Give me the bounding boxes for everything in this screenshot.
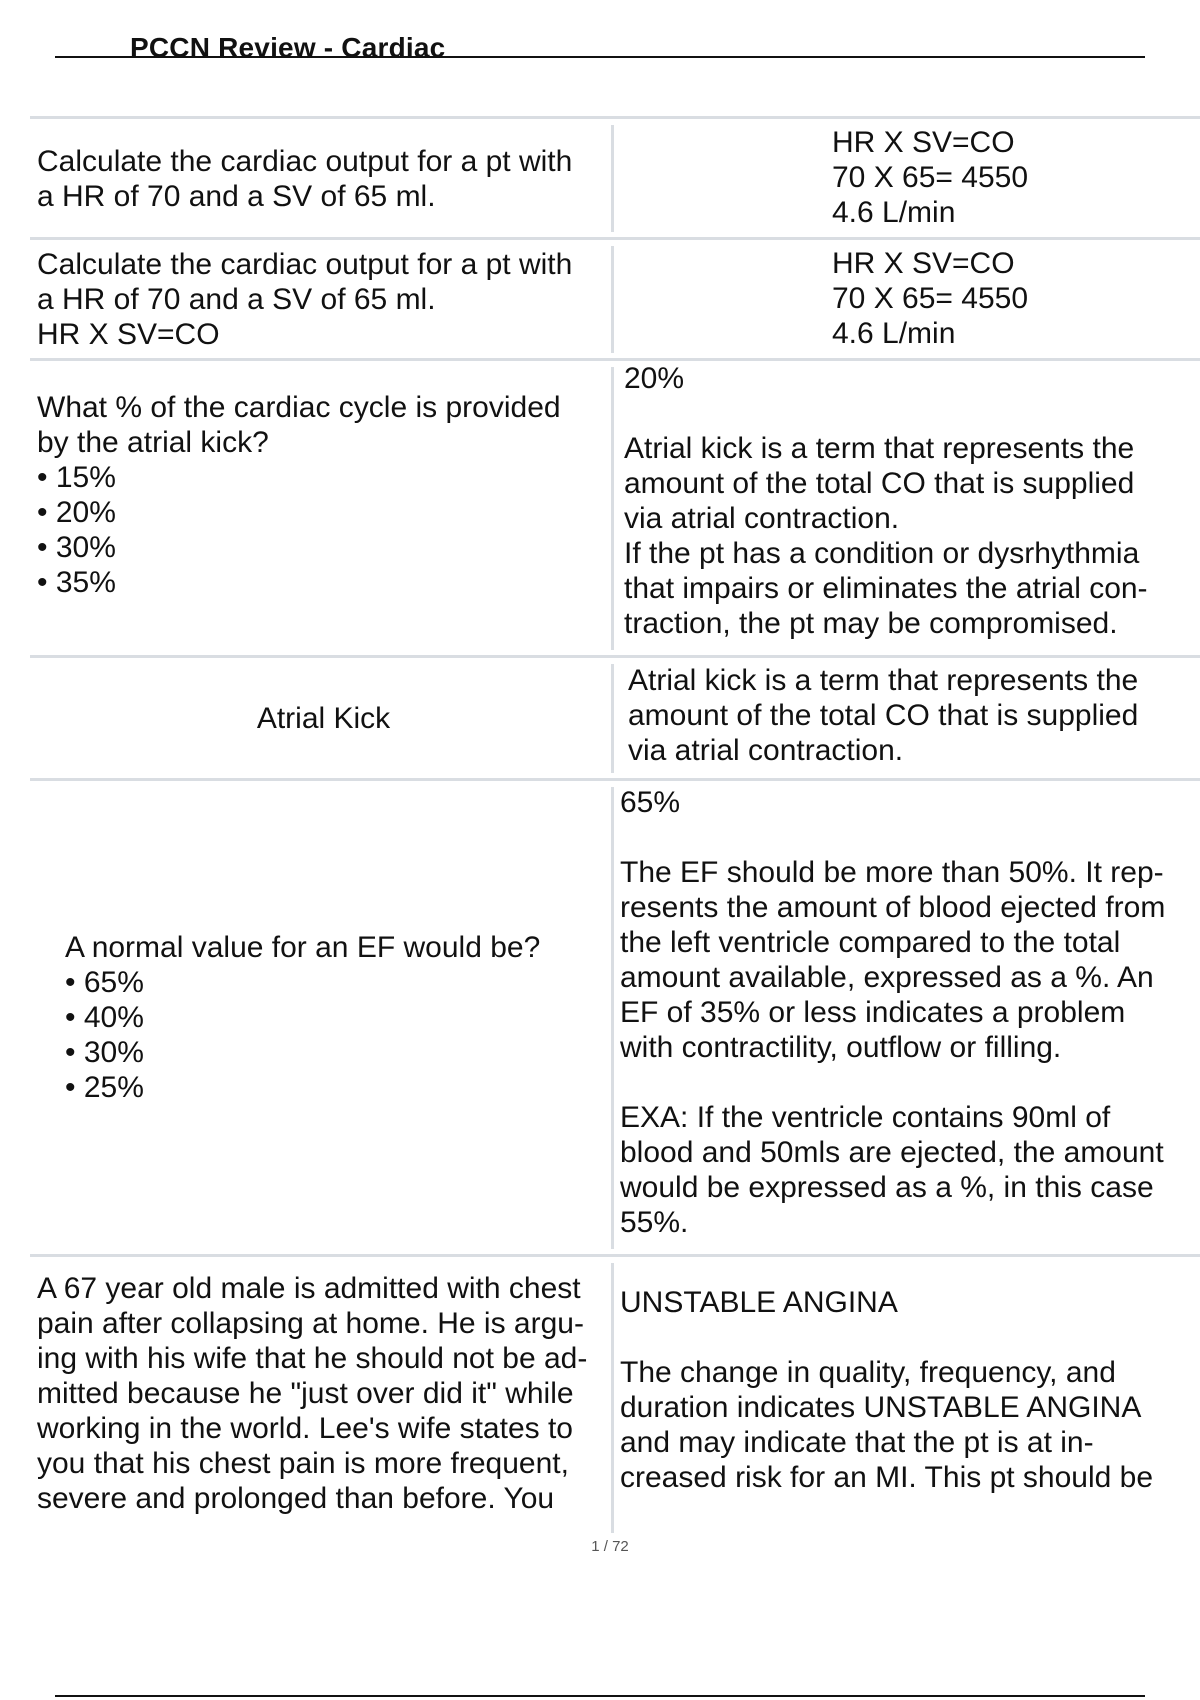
option-item: • 30% [65,1035,540,1070]
page-number: 1 / 72 [591,1538,629,1555]
column-divider [611,246,614,353]
answer-line: via atrial contraction. [624,502,900,535]
answer-line: 4.6 L/min [832,196,956,229]
question-line: HR X SV=CO [37,318,220,351]
answer-value: 65% [620,786,681,819]
option-item: • 40% [65,1000,540,1035]
option-item: • 25% [65,1070,540,1105]
option-item: • 30% [37,530,561,565]
question-line: mitted because he "just over did it" while [37,1377,574,1410]
card-answer [617,361,1200,656]
answer-line: with contractility, outflow or filling. [620,1031,1062,1064]
flashcard-5 [30,778,1200,1255]
question-line: What % of the cardiac cycle is provided [37,390,561,424]
page-title: PCCN Review - Cardiac [130,32,446,63]
answer-line: resents the amount of blood ejected from [620,891,1166,924]
column-divider [611,125,614,232]
answer-line: amount of the total CO that is supplied [624,467,1135,500]
flashcard-2 [30,237,1200,359]
question-line: working in the world. Lee's wife states to [37,1412,573,1445]
question-line: A 67 year old male is admitted with chest [37,1272,581,1305]
answer-line: The change in quality, frequency, and [620,1356,1116,1389]
option-item: • 15% [37,460,561,495]
answer-line: amount available, expressed as a %. An [620,961,1154,994]
answer-line: traction, the pt may be compromised. [624,607,1118,640]
option-list [37,460,561,600]
question-line: a HR of 70 and a SV of 65 ml. [37,179,436,213]
answer-line: amount of the total CO that is supplied [628,699,1139,732]
flashcard-1 [30,116,1200,238]
option-list [65,965,540,1105]
answer-line: Atrial kick is a term that represents the [628,664,1139,697]
answer-line: creased risk for an MI. This pt should be [620,1461,1154,1494]
flashcard-4 [30,655,1200,779]
answer-value: 20% [624,362,685,395]
answer-line: HR X SV=CO [832,126,1015,159]
column-divider [611,367,614,650]
flashcard-3 [30,358,1200,656]
question-line: A normal value for an EF would be? [65,930,541,964]
question-line: Atrial Kick [256,702,391,735]
answer-line: via atrial contraction. [628,734,904,767]
option-item: • 65% [65,965,540,1000]
column-divider [611,664,614,773]
answer-example-line: would be expressed as a %, in this case [620,1171,1154,1204]
card-question [30,1257,610,1533]
answer-line: Atrial kick is a term that represents the [624,432,1135,465]
answer-line: EF of 35% or less indicates a problem [620,996,1126,1029]
answer-value: UNSTABLE ANGINA [620,1286,898,1319]
question-line: you that his chest pain is more frequent, [37,1447,569,1480]
answer-line: 70 X 65= 4550 [832,161,1029,194]
answer-line: that impairs or eliminates the atrial con- [624,572,1148,605]
answer-line: and may indicate that the pt is at in- [620,1426,1094,1459]
question-line: pain after collapsing at home. He is argu- [37,1307,584,1340]
card-question [30,119,610,238]
card-question [30,658,610,779]
flashcard-6 [30,1254,1200,1533]
answer-line: HR X SV=CO [832,247,1015,280]
card-answer [617,781,1200,1255]
answer-line: 4.6 L/min [832,317,956,350]
card-answer [617,240,1200,359]
question-line: by the atrial kick? [37,425,269,459]
card-question [30,781,610,1255]
footer-rule [55,1695,1145,1697]
card-answer [617,658,1200,779]
question-line: ing with his wife that he should not be ad- [37,1342,588,1375]
answer-line: If the pt has a condition or dysrhythmia [624,537,1140,570]
column-divider [611,787,614,1249]
card-answer [617,119,1200,238]
card-question [30,240,610,359]
answer-line: 70 X 65= 4550 [832,282,1029,315]
answer-example-line: EXA: If the ventricle contains 90ml of [620,1101,1111,1134]
question-line: a HR of 70 and a SV of 65 ml. [37,283,436,316]
answer-example-line: 55%. [620,1206,689,1239]
column-divider [611,1263,614,1533]
option-item: • 20% [37,495,561,530]
question-line: Calculate the cardiac output for a pt with [37,144,573,178]
question-line: Calculate the cardiac output for a pt with [37,248,573,281]
answer-example-line: blood and 50mls are ejected, the amount [620,1136,1164,1169]
card-answer [617,1257,1200,1533]
answer-line: the left ventricle compared to the total [620,926,1121,959]
option-item: • 35% [37,565,561,600]
question-line: severe and prolonged than before. You [37,1482,555,1515]
card-question [30,361,610,656]
answer-line: The EF should be more than 50%. It rep- [620,856,1164,889]
answer-line: duration indicates UNSTABLE ANGINA [620,1391,1142,1424]
